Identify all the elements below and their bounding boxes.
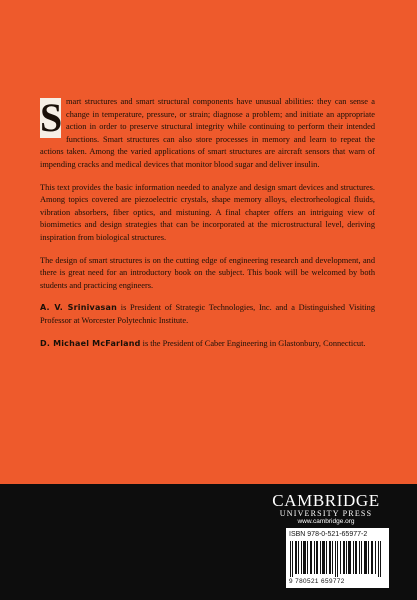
author-bio-text-2: is the President of Caber Engineering in Glastonbury, Connecticut. — [140, 338, 366, 348]
isbn-label: ISBN 978-0-521-65977-2 — [289, 531, 368, 538]
author-name-2: D. Michael McFarland — [40, 338, 141, 348]
blurb-text — [40, 96, 375, 360]
publisher-url: www.cambridge.org — [297, 518, 355, 525]
blurb-paragraph-2: This text provides the basic information needed to analyze and design smart devices and structures. Among topics covered are piezoelectric crystals, shape memory alloys, electrorheological fluids, vibration absorbers, fiber optics, and mistuning. A final chapter offers an intriguing view of biomimetics and design strategies that can be incorporated at the microstructural level, deriving inspiration from biological structures. — [40, 182, 375, 242]
barcode-panel — [286, 528, 389, 588]
author-bio-text-1: is President of Strategic Technologies, Inc. and a Distinguished Visiting Professor at Worcester Polytechnic Institute. — [40, 303, 375, 325]
author-bio-2 — [40, 338, 375, 351]
blurb-paragraph-3: The design of smart structures is on the cutting edge of engineering research and development, and there is great need for an introductory book on the subject. This book will be welcomed by both students and practicing engineers. — [40, 255, 375, 290]
barcode-icon — [290, 541, 385, 577]
blurb-paragraph-1 — [40, 96, 375, 172]
publisher-name: CAMBRIDGE — [272, 491, 380, 510]
barcode-number: 9 780521 659772 — [289, 578, 345, 585]
publisher-logo — [266, 492, 386, 526]
author-bio-1 — [40, 302, 375, 327]
drop-cap-letter: S — [40, 95, 63, 140]
publisher-subtitle: UNIVERSITY PRESS — [279, 509, 373, 518]
author-name-1: A. V. Srinivasan — [40, 303, 118, 313]
drop-cap-box — [40, 95, 63, 140]
paragraph-1-text: mart structures and smart structural components have unusual abilities: they can sense a change in temperature, pressure, or strain; diagnose a problem; and initiate an appropriate action in order to preserve structural integrity while continuing to perform their intended functions. Smart structures can also store processes in memory and learn to repeat the actions taken. Among the varied applications of smart structures are aircraft sensors that warn of impending cracks and medical devices that monitor blood sugar and deliver insulin. — [40, 97, 375, 169]
